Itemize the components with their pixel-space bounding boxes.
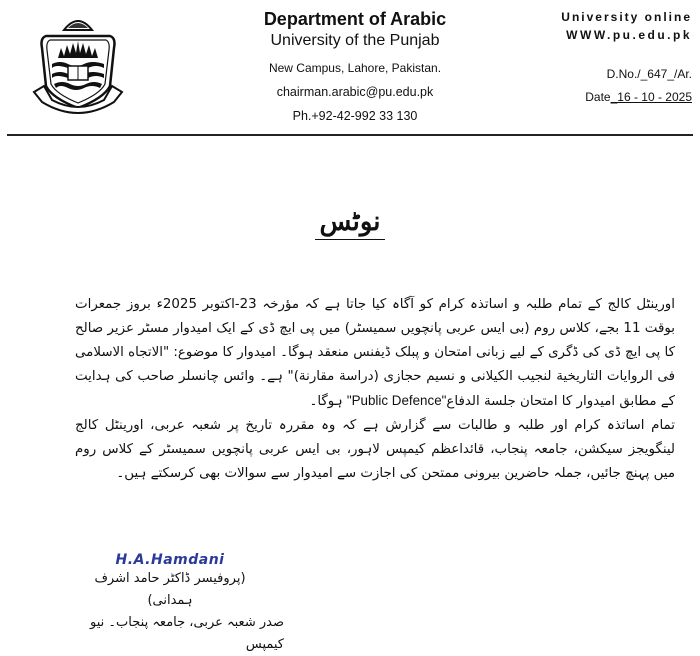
right-header (492, 8, 692, 105)
notice-body (75, 293, 675, 486)
paragraph-2: تمام اساتذہ کرام اور طلبہ و طالبات سے گزارش ہے کہ وہ مقررہ تاریخ پر شعبہ عربی، اورینٹل کالج لینگویجز سیکشن، جامعہ پنجاب، قائداعظم کیمپس لاہور، بی ایس عربی پانچویں سمیسٹر کے کلاس روم میں پہنچ جائیں، جملہ حاضرین بیرونی ممتحن کی اجازت سے امیدوار سے سوالات بھی کرسکتے ہیں۔ (75, 418, 675, 481)
paragraph-1 (75, 293, 675, 414)
online-label: University online (561, 10, 692, 24)
handwritten-signature: H.A.Hamdani (115, 552, 225, 568)
paragraph-1-part-3: ہوگا۔ (309, 394, 343, 409)
signature-block (70, 552, 284, 656)
website: WWW.pu.edu.pk (566, 28, 692, 42)
university-name: University of the Punjab (270, 32, 440, 49)
paragraph-1-part-2: امیدوار کا موضوع: "الاتجاه الاسلامی فی الروایات التاریخیة لنجیب الکیلانی و نسیم حجازی (دراسة مقارنة)" ہے۔ وائس چانسلر صاحب کی ہدایت کے مطابق امیدوار کا امتحان جلسة الدفاع (75, 345, 675, 409)
date-value: _16 - 10 - 2025 (610, 90, 692, 104)
notice-heading (0, 205, 700, 240)
paragraph-1-part-1: اورینٹل کالج کے تمام طلبہ و اساتذہ کرام کو آگاہ کیا جاتا ہے کہ مؤرخہ 23-اکتوبر 2025ء بروز جمعرات بوقت 11 بجے، کلاس روم (بی ایس عربی پانچویں سمیسٹر) میں پی ایچ ڈی کے ایک امیدوار مسٹر عزیر صالح کا پی ایچ ڈی کی ڈگری کے لیے زبانی امتحان و پبلک ڈیفنس منعقد ہوگا۔ (75, 297, 676, 360)
header-divider (7, 134, 693, 136)
email: chairman.arabic@pu.edu.pk (276, 85, 434, 99)
signatory-name: (پروفیسر ڈاکٹر حامد اشرف ہمدانی) (94, 571, 246, 608)
university-crest-icon (30, 8, 126, 120)
dispatch-number: D.No./_647_/Ar. (606, 67, 692, 81)
department-header (230, 8, 480, 124)
notice-title: نوٹس (315, 205, 384, 240)
date-line (492, 89, 692, 105)
university-logo (30, 8, 126, 120)
date-label: Date (585, 90, 611, 104)
phone: Ph.+92-42-992 33 130 (292, 109, 418, 123)
public-defence-term: "Public Defence" (346, 393, 447, 408)
signatory-designation: صدر شعبہ عربی، جامعہ پنجاب۔ نیو کیمپس (90, 615, 284, 652)
department-name: Department of Arabic (263, 9, 447, 29)
address: New Campus, Lahore, Pakistan. (268, 61, 442, 75)
